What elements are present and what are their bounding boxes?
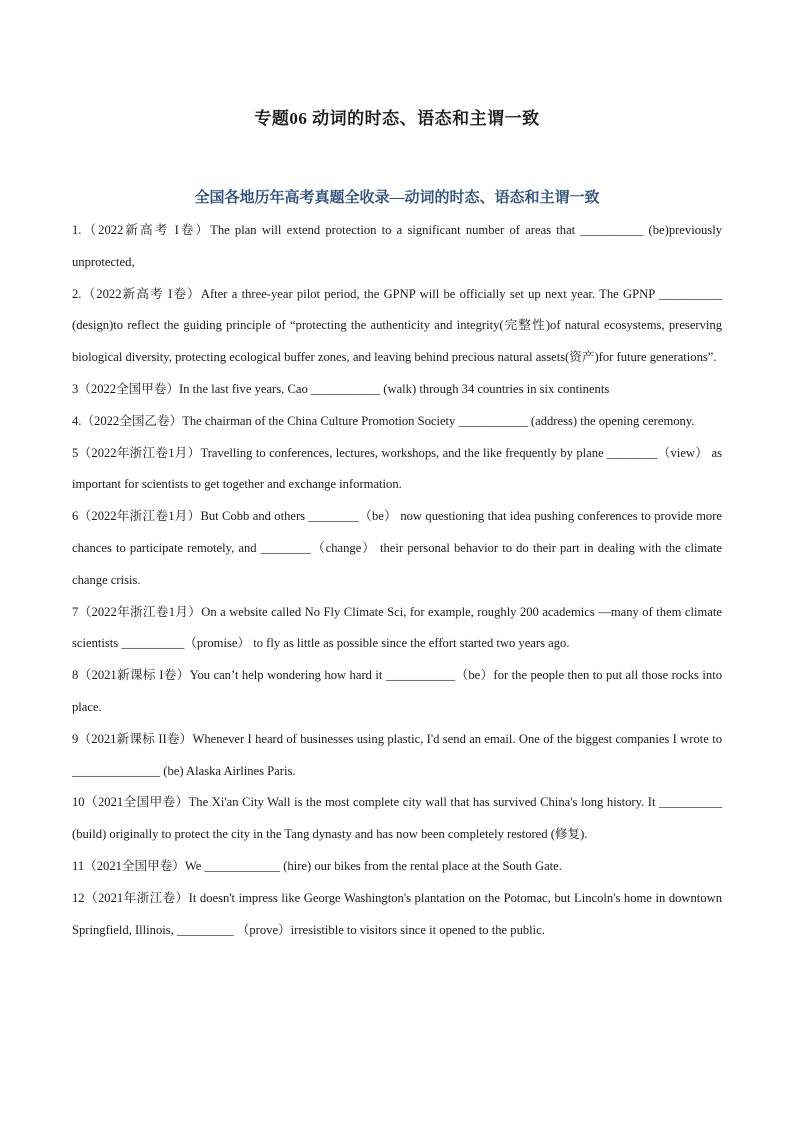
question-5: 5（2022年浙江卷1月）Travelling to conferences, lectures, workshops, and the like frequently by plane ________（view） as important for scientists to get together and exchange information.: [72, 445, 722, 492]
question-8: 8（2021新课标 I卷）You can’t help wondering how hard it ___________（be）for the people then to put all those rocks into place.: [72, 668, 722, 714]
question-4: 4.（2022全国乙卷）The chairman of the China Culture Promotion Society ___________ (address) the opening ceremony.: [72, 413, 695, 428]
question-list: [72, 215, 722, 946]
question-9: 9（2021新课标 II卷）Whenever I heard of businesses using plastic, I'd send an email. One of the biggest companies I wrote to ______________ (be) Alaska Airlines Paris.: [72, 731, 722, 778]
question-2: 2.（2022新高考 I卷）After a three-year pilot period, the GPNP will be officially set up next year. The GPNP __________ (design)to reflect the guiding principle of “protecting the authenticity and integrity(完整性)of natural ecosystems, preserving biological diversity, protecting ecological buffer zones, and leaving behind precious natural assets(资产)for future generations”.: [72, 286, 722, 365]
question-6: 6（2022年浙江卷1月）But Cobb and others ________（be） now questioning that idea pushing conferences to provide more chances to participate remotely, and ________（change） their personal behavior to do their part in dealing with the climate change crisis.: [72, 509, 722, 587]
question-3: 3（2022全国甲卷）In the last five years, Cao ___________ (walk) through 34 countries in six continents: [72, 381, 610, 396]
section-subtitle: 全国各地历年高考真题全收录—动词的时态、语态和主谓一致: [194, 190, 600, 206]
question-1: 1.（2022新高考 I卷）The plan will extend protection to a significant number of areas that __________ (be)previously unprotected,: [72, 223, 722, 269]
page-title: 专题06 动词的时态、语态和主谓一致: [254, 109, 540, 128]
question-10: 10（2021全国甲卷）The Xi'an City Wall is the most complete city wall that has survived China's long history. It __________ (build) originally to protect the city in the Tang dynasty and has now been completely restored (修复).: [72, 795, 722, 842]
question-11: 11（2021全国甲卷）We ____________ (hire) our bikes from the rental place at the South Gate.: [72, 858, 562, 873]
question-7: 7（2022年浙江卷1月）On a website called No Fly Climate Sci, for example, roughly 200 academics —many of them climate scientists __________（promise） to fly as little as possible since the effort started two years ago.: [72, 604, 722, 651]
question-12: 12（2021年浙江卷）It doesn't impress like George Washington's plantation on the Potomac, but Lincoln's home in downtown Springfield, Illinois, _________ （prove）irresistible to visitors since it opened to the public.: [72, 890, 722, 937]
